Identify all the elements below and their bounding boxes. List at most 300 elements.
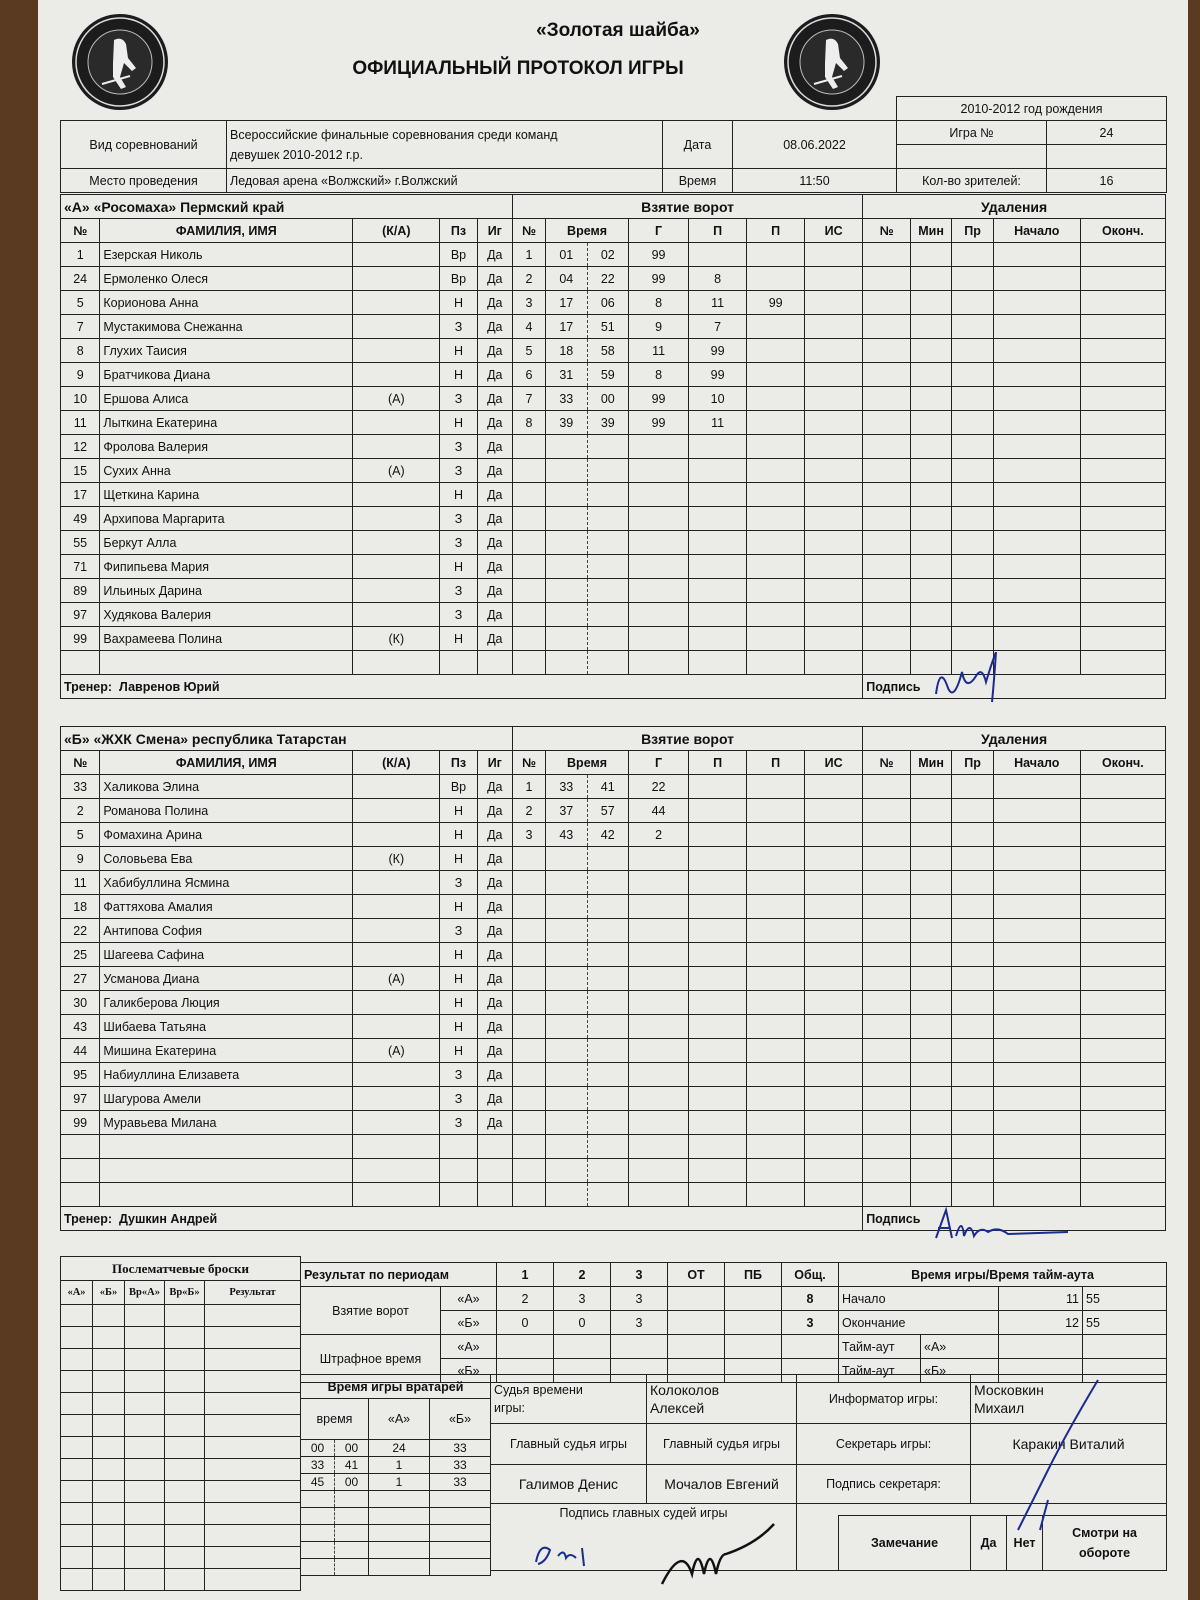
goal-number: 1 — [512, 775, 545, 799]
end-label: Окончание — [839, 1311, 999, 1335]
player-number: 9 — [61, 363, 100, 387]
penalty-start — [993, 895, 1080, 919]
player-role — [353, 339, 440, 363]
goal-assist-2 — [747, 603, 805, 627]
penalty-row-label: Штрафное время — [301, 1335, 441, 1383]
team-b-label: «Б» — [441, 1311, 497, 1335]
penalty-end — [1080, 1015, 1165, 1039]
team-title: «Б» «ЖХК Смена» республика Татарстан — [61, 727, 513, 751]
penalties-section-title: Удаления — [863, 195, 1166, 219]
player-position — [440, 1183, 477, 1207]
goal-seconds — [587, 1063, 628, 1087]
goalie-seconds — [335, 1508, 369, 1525]
goal-seconds: 42 — [587, 823, 628, 847]
player-position: З — [440, 871, 477, 895]
goal-assist-1: 11 — [689, 291, 747, 315]
goal-seconds — [587, 651, 628, 675]
goal-number — [512, 871, 545, 895]
shootout-cell — [61, 1547, 93, 1569]
goal-scorer — [629, 435, 689, 459]
player-number: 18 — [61, 895, 100, 919]
goal-situation — [805, 435, 863, 459]
goal-seconds — [587, 895, 628, 919]
goal-assist-1 — [689, 1039, 747, 1063]
player-played: Да — [477, 991, 512, 1015]
goal-number — [512, 507, 545, 531]
competition-label: Вид соревнований — [61, 121, 227, 169]
player-played: Да — [477, 531, 512, 555]
goal-assist-1 — [689, 627, 747, 651]
penalty-number — [863, 435, 911, 459]
player-role: (К) — [353, 627, 440, 651]
goal-seconds — [587, 1111, 628, 1135]
period-goals-b: 0 — [497, 1311, 554, 1335]
timeout-label: Тайм-аут — [839, 1335, 921, 1359]
shootout-cell — [61, 1481, 93, 1503]
table-row — [61, 1015, 1166, 1039]
player-position: З — [440, 507, 477, 531]
col-pz: Пз — [440, 219, 477, 243]
player-name: Антипова София — [100, 919, 353, 943]
penalty-start — [993, 871, 1080, 895]
player-position: Н — [440, 943, 477, 967]
goal-minutes — [546, 555, 587, 579]
penalty-number — [863, 387, 911, 411]
player-role — [353, 531, 440, 555]
goalie-b — [430, 1525, 491, 1542]
shootout-cell — [93, 1503, 125, 1525]
shootout-cell — [93, 1525, 125, 1547]
goal-minutes: 17 — [546, 315, 587, 339]
penalty-reason — [952, 1039, 993, 1063]
shootout-cell — [125, 1547, 165, 1569]
goal-situation — [805, 627, 863, 651]
player-position: Н — [440, 1015, 477, 1039]
table-row — [61, 315, 1166, 339]
goal-situation — [805, 967, 863, 991]
secretary-signature-label: Подпись секретаря: — [797, 1465, 971, 1504]
penalty-minutes — [910, 243, 951, 267]
penalty-minutes — [910, 267, 951, 291]
timekeeper-name: Колоколов Алексей — [647, 1375, 797, 1424]
goal-assist-2 — [747, 823, 805, 847]
goal-minutes — [546, 579, 587, 603]
penalty-start — [993, 435, 1080, 459]
col-assist-2: П — [747, 219, 805, 243]
player-played — [477, 1159, 512, 1183]
goal-minutes — [546, 895, 587, 919]
penalty-minutes — [910, 1183, 951, 1207]
goalie-b — [430, 1491, 491, 1508]
goal-minutes — [546, 459, 587, 483]
shootout-cell — [165, 1437, 205, 1459]
player-number: 5 — [61, 291, 100, 315]
player-played: Да — [477, 1087, 512, 1111]
player-position — [440, 1135, 477, 1159]
period-penalty-a — [668, 1335, 725, 1359]
goal-assist-2 — [747, 1087, 805, 1111]
goal-assist-1 — [689, 651, 747, 675]
penalty-start — [993, 243, 1080, 267]
timeout-label: Тайм-аут — [839, 1359, 921, 1383]
penalty-number — [863, 315, 911, 339]
penalty-reason — [952, 483, 993, 507]
player-played: Да — [477, 507, 512, 531]
col-ig: Иг — [477, 751, 512, 775]
penalty-end — [1080, 1039, 1165, 1063]
penalty-end — [1080, 315, 1165, 339]
table-row — [61, 1063, 1166, 1087]
goal-minutes — [546, 435, 587, 459]
player-played: Да — [477, 627, 512, 651]
col-pen-num: № — [863, 219, 911, 243]
tournament-title: «Золотая шайба» — [536, 20, 700, 41]
penalty-minutes — [910, 291, 951, 315]
goal-scorer: 99 — [629, 387, 689, 411]
player-played: Да — [477, 1063, 512, 1087]
penalty-start — [993, 1015, 1080, 1039]
signature-label: Подпись — [863, 675, 1166, 699]
goal-situation — [805, 1039, 863, 1063]
penalty-number — [863, 459, 911, 483]
table-row — [61, 267, 1166, 291]
player-number: 1 — [61, 243, 100, 267]
penalty-end — [1080, 267, 1165, 291]
goal-scorer — [628, 1039, 688, 1063]
player-played: Да — [477, 411, 512, 435]
col-goal-scorer: Г — [629, 219, 689, 243]
penalty-end — [1080, 531, 1165, 555]
spectators-value: 16 — [1047, 169, 1167, 193]
player-role — [353, 579, 440, 603]
goal-number — [512, 1135, 545, 1159]
col-is: ИС — [805, 219, 863, 243]
goalie-seconds — [335, 1525, 369, 1542]
goal-scorer: 99 — [629, 267, 689, 291]
goal-assist-2 — [747, 507, 805, 531]
table-row — [61, 775, 1166, 799]
col-ig: Иг — [477, 219, 512, 243]
penalty-minutes — [910, 579, 951, 603]
goal-scorer — [628, 871, 688, 895]
goal-scorer — [629, 651, 689, 675]
goal-assist-2: 99 — [747, 291, 805, 315]
penalty-end — [1080, 291, 1165, 315]
goal-scorer — [628, 943, 688, 967]
table-row — [301, 1491, 491, 1508]
table-row — [61, 411, 1166, 435]
player-name: Ильиных Дарина — [100, 579, 353, 603]
goalie-b: 33 — [430, 1457, 491, 1474]
goal-assist-1 — [689, 1135, 747, 1159]
player-name: Фомахина Арина — [100, 823, 353, 847]
goal-assist-1: 99 — [689, 363, 747, 387]
player-role — [353, 243, 440, 267]
penalty-minutes — [910, 1159, 951, 1183]
table-row — [301, 1474, 491, 1491]
goal-assist-1 — [689, 775, 747, 799]
shootout-cell — [205, 1459, 301, 1481]
goal-assist-2 — [747, 267, 805, 291]
goal-scorer — [629, 555, 689, 579]
table-row — [61, 1459, 301, 1481]
goals-section-title: Взятие ворот — [512, 727, 862, 751]
player-played: Да — [477, 1039, 512, 1063]
penalty-minutes — [910, 603, 951, 627]
shootout-cell — [165, 1327, 205, 1349]
penalty-minutes — [910, 847, 951, 871]
player-role — [353, 291, 440, 315]
team-b-label: «Б» — [441, 1359, 497, 1383]
goal-situation — [805, 315, 863, 339]
col-num: № — [61, 219, 100, 243]
chief-referee-label: Главный судья игры — [491, 1424, 647, 1465]
penalty-start — [993, 291, 1080, 315]
player-name: Мустакимова Снежанна — [100, 315, 353, 339]
player-number: 95 — [61, 1063, 100, 1087]
player-name: Соловьева Ева — [100, 847, 353, 871]
goal-assist-1 — [689, 1063, 747, 1087]
table-row — [61, 1111, 1166, 1135]
goal-assist-1: 11 — [689, 411, 747, 435]
player-number — [61, 1183, 100, 1207]
table-row — [61, 1159, 1166, 1183]
penalty-reason — [952, 1159, 993, 1183]
penalty-start — [993, 459, 1080, 483]
team-title: «А» «Росомаха» Пермский край — [61, 195, 513, 219]
goal-scorer — [629, 483, 689, 507]
penalty-reason — [952, 507, 993, 531]
penalty-minutes — [910, 967, 951, 991]
penalty-reason — [952, 579, 993, 603]
goal-scorer — [628, 1087, 688, 1111]
period-col: ОТ — [668, 1263, 725, 1287]
shootout-cell — [165, 1371, 205, 1393]
player-role: (А) — [353, 967, 440, 991]
player-number: 25 — [61, 943, 100, 967]
goal-assist-2 — [747, 627, 805, 651]
goal-number: 1 — [512, 243, 545, 267]
goal-minutes — [546, 919, 587, 943]
goal-scorer — [629, 507, 689, 531]
player-number: 24 — [61, 267, 100, 291]
col-is: ИС — [805, 751, 863, 775]
col-pen-start: Начало — [993, 219, 1080, 243]
penalty-number — [863, 603, 911, 627]
game-time-title: Время игры/Время тайм-аута — [839, 1263, 1167, 1287]
penalty-minutes — [910, 483, 951, 507]
shootout-cell — [205, 1437, 301, 1459]
goal-number — [512, 1039, 545, 1063]
penalty-number — [863, 339, 911, 363]
goal-seconds — [587, 991, 628, 1015]
penalty-minutes — [910, 1063, 951, 1087]
penalty-reason — [952, 1063, 993, 1087]
coach-row: Тренер: Лавренов Юрий — [61, 675, 863, 699]
period-col: 2 — [554, 1263, 611, 1287]
player-position: З — [440, 603, 477, 627]
col-pen-min: Мин — [910, 751, 951, 775]
shootout-cell — [125, 1481, 165, 1503]
player-played: Да — [477, 483, 512, 507]
goalie-seconds: 00 — [335, 1440, 369, 1457]
informer-label: Информатор игры: — [797, 1375, 971, 1424]
goal-assist-2 — [747, 651, 805, 675]
goal-scorer: 9 — [629, 315, 689, 339]
col-ka: (К/А) — [353, 219, 440, 243]
player-played: Да — [477, 799, 512, 823]
goal-situation — [805, 895, 863, 919]
goal-situation — [805, 871, 863, 895]
shootout-cell — [61, 1503, 93, 1525]
period-goals-a: 3 — [611, 1287, 668, 1311]
penalty-start — [993, 267, 1080, 291]
goal-assist-2 — [747, 555, 805, 579]
penalty-number — [863, 555, 911, 579]
goal-seconds — [587, 1183, 628, 1207]
player-number — [61, 1159, 100, 1183]
penalty-reason — [952, 823, 993, 847]
shootout-cell — [165, 1393, 205, 1415]
player-name: Хабибуллина Ясмина — [100, 871, 353, 895]
penalty-end — [1080, 1063, 1165, 1087]
goal-number — [512, 847, 545, 871]
goal-minutes — [546, 871, 587, 895]
goalie-a: 1 — [369, 1474, 430, 1491]
player-number: 11 — [61, 411, 100, 435]
penalty-number — [863, 943, 911, 967]
goal-seconds — [587, 603, 628, 627]
date-value: 08.06.2022 — [733, 121, 897, 169]
coach-name: Лавренов Юрий — [119, 679, 220, 694]
goal-minutes — [546, 847, 587, 871]
goal-situation — [805, 847, 863, 871]
col-pen-end: Оконч. — [1080, 219, 1165, 243]
shootout-cell — [205, 1525, 301, 1547]
period-goals-a: 8 — [782, 1287, 839, 1311]
penalty-minutes — [910, 459, 951, 483]
penalty-reason — [952, 627, 993, 651]
goal-number — [512, 651, 545, 675]
goalie-minutes: 45 — [301, 1474, 335, 1491]
shootout-cell — [165, 1569, 205, 1591]
goal-minutes — [546, 991, 587, 1015]
header-table — [60, 96, 1167, 193]
shootout-cell — [125, 1327, 165, 1349]
goal-assist-2 — [747, 435, 805, 459]
goal-assist-1 — [689, 1183, 747, 1207]
player-name: Корионова Анна — [100, 291, 353, 315]
penalty-end — [1080, 871, 1165, 895]
player-number: 43 — [61, 1015, 100, 1039]
penalty-number — [863, 823, 911, 847]
penalty-start — [993, 483, 1080, 507]
coach-signature-b — [928, 1206, 1088, 1251]
penalty-reason — [952, 1135, 993, 1159]
penalty-minutes — [910, 799, 951, 823]
penalty-end — [1080, 1183, 1165, 1207]
col-assist-1: П — [689, 219, 747, 243]
player-role — [353, 871, 440, 895]
goal-assist-1 — [689, 1111, 747, 1135]
goal-situation — [805, 267, 863, 291]
shootout-cell — [61, 1349, 93, 1371]
goalie-minutes — [301, 1491, 335, 1508]
player-role — [353, 363, 440, 387]
goal-assist-2 — [747, 387, 805, 411]
penalty-start — [993, 315, 1080, 339]
goal-seconds: 22 — [587, 267, 628, 291]
penalty-reason — [952, 603, 993, 627]
player-played: Да — [477, 459, 512, 483]
penalty-reason — [952, 1111, 993, 1135]
goal-minutes — [546, 603, 587, 627]
penalty-start — [993, 555, 1080, 579]
player-played: Да — [477, 943, 512, 967]
goalie-b — [430, 1542, 491, 1559]
coach-name: Душкин Андрей — [119, 1211, 218, 1226]
player-number: 2 — [61, 799, 100, 823]
shootout-cell — [125, 1349, 165, 1371]
goal-number — [512, 579, 545, 603]
table-row — [61, 1393, 301, 1415]
goal-assist-2 — [747, 1015, 805, 1039]
shootout-cell — [93, 1481, 125, 1503]
player-played: Да — [477, 871, 512, 895]
goal-assist-2 — [747, 315, 805, 339]
player-position: Н — [440, 967, 477, 991]
player-role — [353, 603, 440, 627]
player-number — [61, 1135, 100, 1159]
goal-assist-2 — [747, 1039, 805, 1063]
penalty-minutes — [910, 823, 951, 847]
player-position: Н — [440, 411, 477, 435]
shootout-cell — [205, 1349, 301, 1371]
goal-assist-2 — [747, 799, 805, 823]
player-role: (А) — [353, 387, 440, 411]
penalty-start — [993, 363, 1080, 387]
goal-minutes — [546, 1135, 587, 1159]
goal-seconds: 39 — [587, 411, 628, 435]
goal-seconds — [587, 627, 628, 651]
goal-assist-1 — [689, 1015, 747, 1039]
goal-number — [512, 1111, 545, 1135]
team-a-label: «А» — [441, 1287, 497, 1311]
goal-minutes — [546, 507, 587, 531]
penalty-end — [1080, 991, 1165, 1015]
player-position: Н — [440, 483, 477, 507]
table-row — [61, 1525, 301, 1547]
table-row — [301, 1525, 491, 1542]
player-role — [353, 1087, 440, 1111]
player-role — [353, 919, 440, 943]
player-name: Лыткина Екатерина — [100, 411, 353, 435]
goal-minutes — [546, 967, 587, 991]
goal-assist-1 — [689, 847, 747, 871]
penalty-minutes — [910, 1111, 951, 1135]
goal-seconds — [587, 1159, 628, 1183]
penalty-end — [1080, 775, 1165, 799]
goalie-seconds: 41 — [335, 1457, 369, 1474]
penalty-number — [863, 895, 911, 919]
table-row — [61, 1087, 1166, 1111]
goalie-a — [369, 1542, 430, 1559]
goals-section-title: Взятие ворот — [512, 195, 862, 219]
shootout-cell — [165, 1305, 205, 1327]
penalty-number — [863, 1135, 911, 1159]
player-name: Шагурова Амели — [100, 1087, 353, 1111]
goalie-minutes: 33 — [301, 1457, 335, 1474]
